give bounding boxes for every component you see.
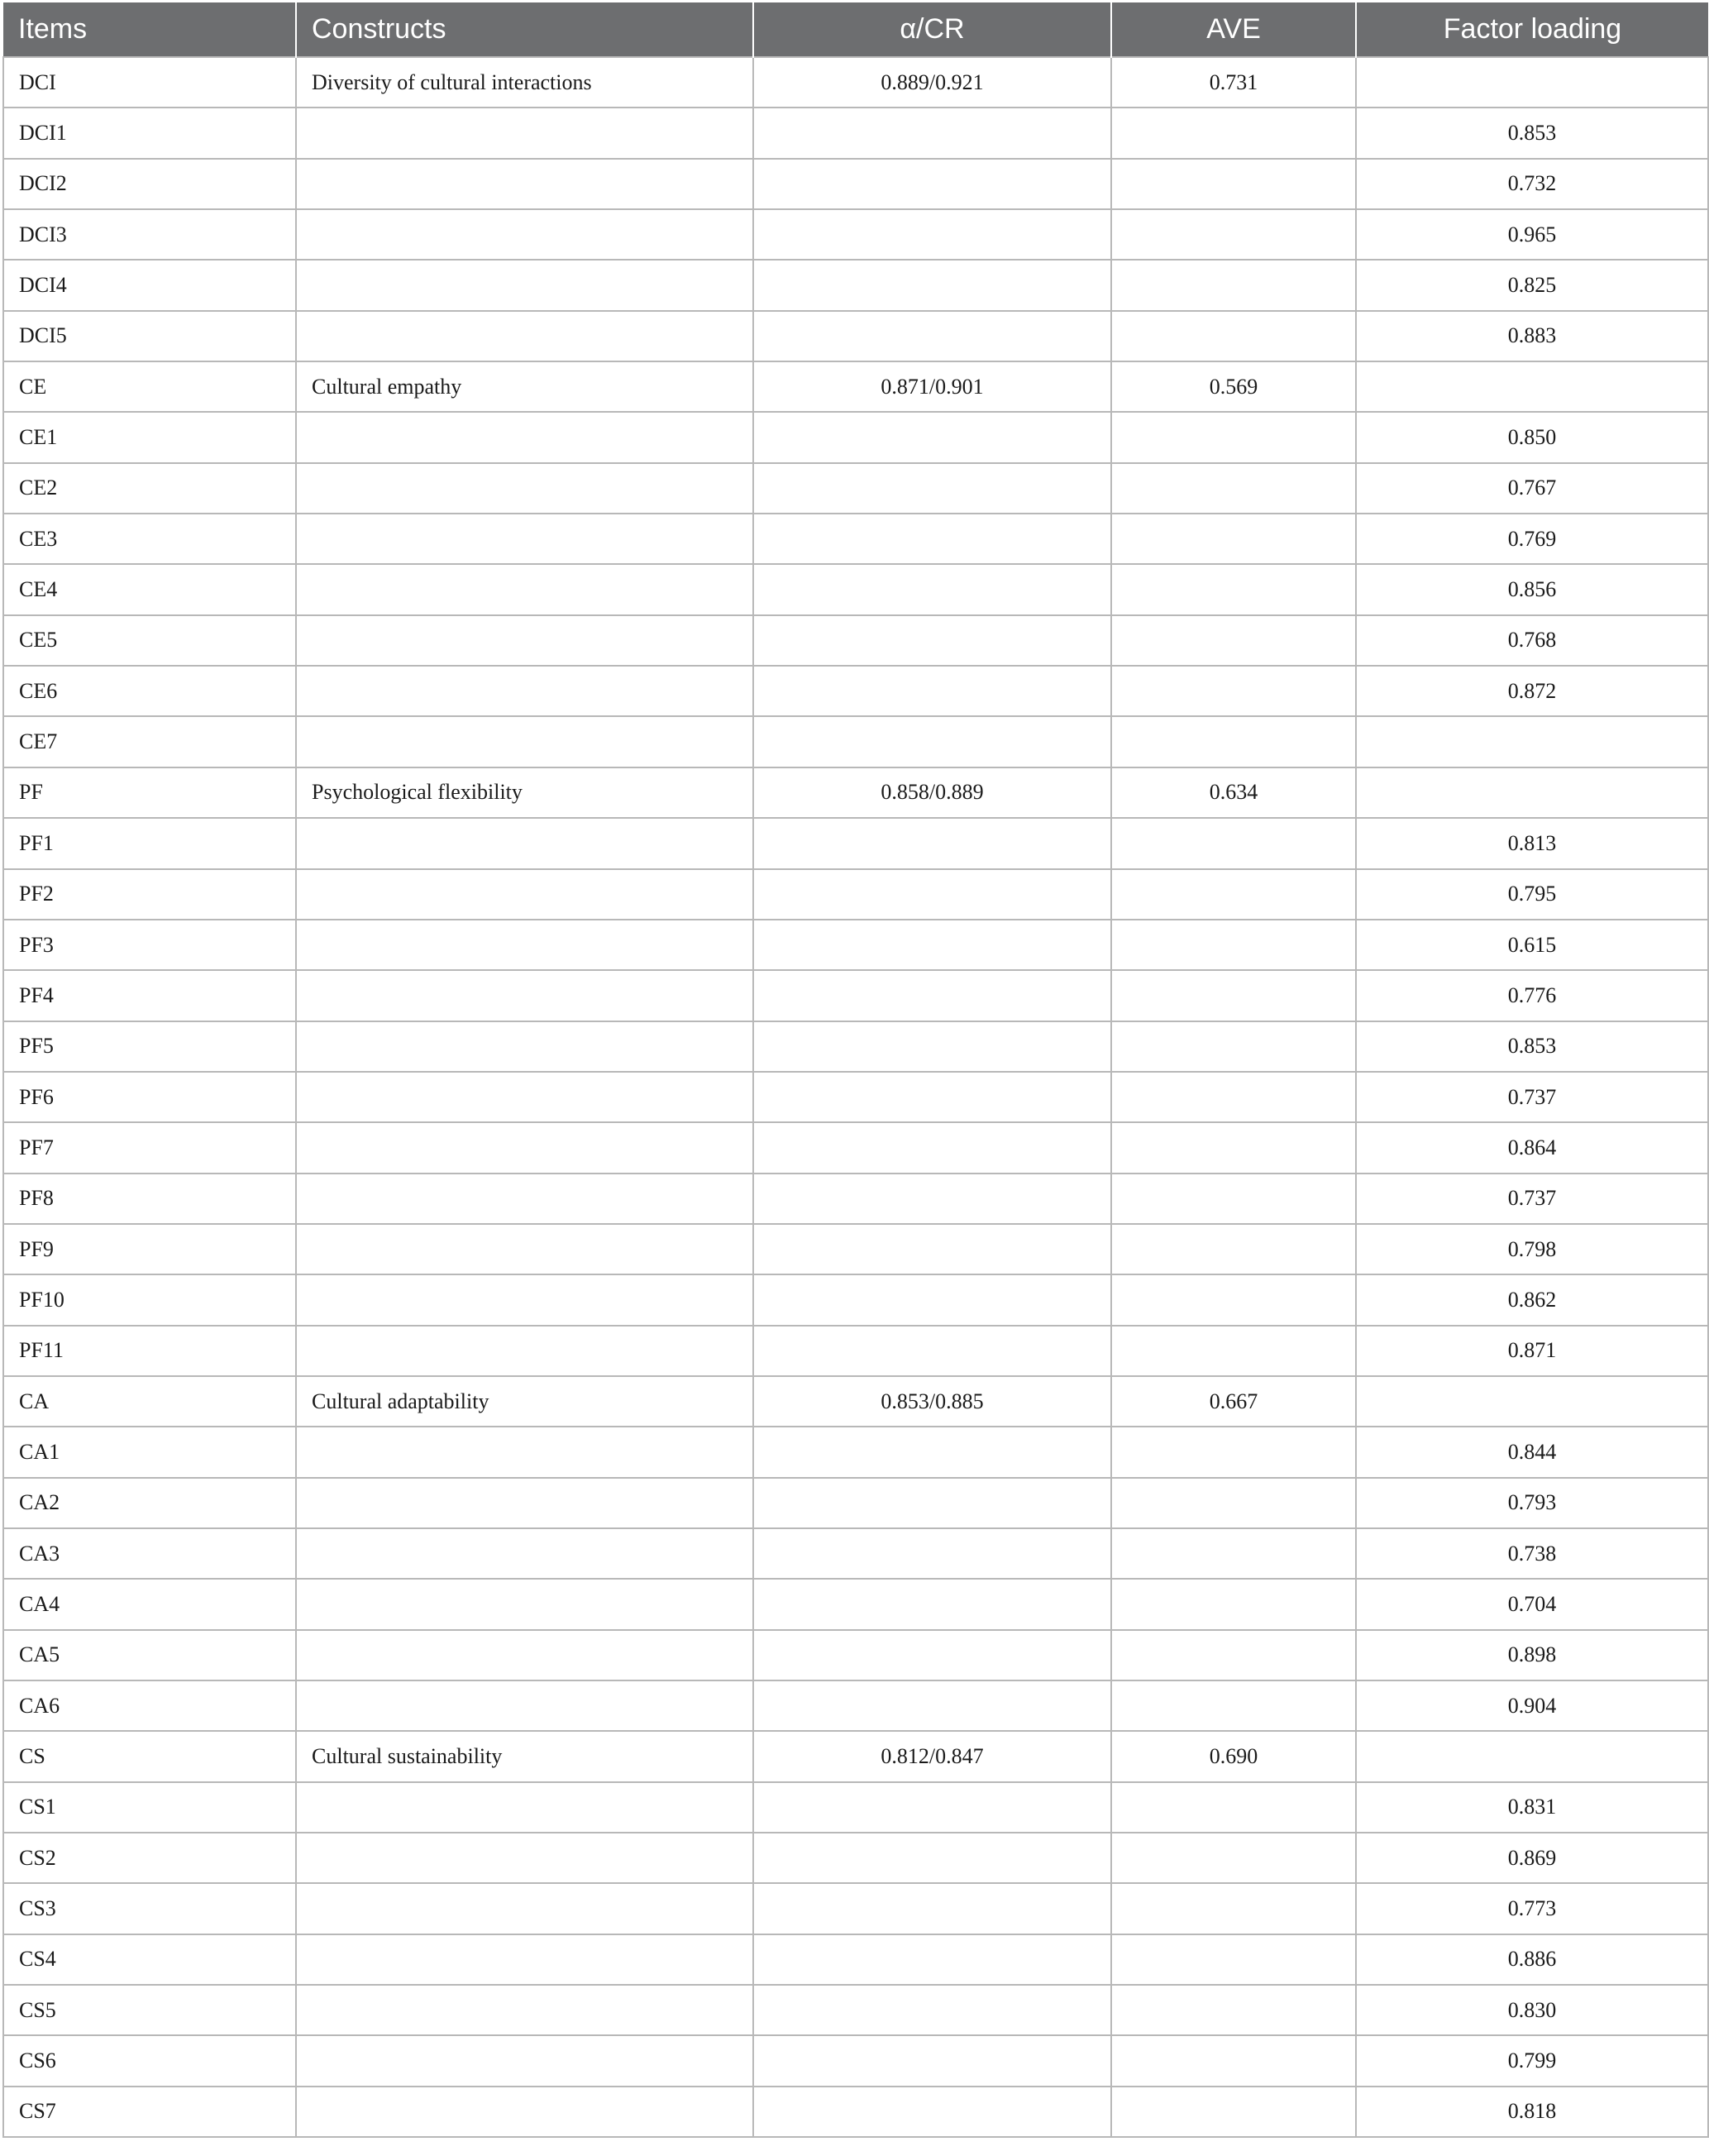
cell-item: DCI5 <box>3 311 296 361</box>
cell-construct <box>296 716 753 767</box>
cell-ave <box>1111 1883 1356 1934</box>
cell-ave <box>1111 260 1356 310</box>
cell-ave <box>1111 1274 1356 1325</box>
cell-alpha-cr <box>753 1427 1111 1477</box>
cell-factor-loading <box>1356 1376 1708 1427</box>
cell-construct: Psychological flexibility <box>296 767 753 818</box>
table-row <box>3 57 1708 108</box>
cell-alpha-cr: 0.853/0.885 <box>753 1376 1111 1427</box>
cell-item: CA3 <box>3 1528 296 1579</box>
cell-ave <box>1111 1072 1356 1122</box>
cell-item: CS1 <box>3 1782 296 1833</box>
cell-alpha-cr <box>753 564 1111 614</box>
cell-construct <box>296 818 753 868</box>
cell-alpha-cr <box>753 1174 1111 1224</box>
cell-alpha-cr <box>753 666 1111 716</box>
cell-factor-loading: 0.886 <box>1356 1934 1708 1985</box>
cell-alpha-cr: 0.812/0.847 <box>753 1731 1111 1781</box>
cell-construct <box>296 1174 753 1224</box>
cell-alpha-cr <box>753 1274 1111 1325</box>
table-row <box>3 818 1708 868</box>
cell-item: PF10 <box>3 1274 296 1325</box>
cell-factor-loading: 0.738 <box>1356 1528 1708 1579</box>
cell-item: CE1 <box>3 412 296 462</box>
cell-item: CA <box>3 1376 296 1427</box>
cell-ave <box>1111 2087 1356 2137</box>
cell-factor-loading: 0.704 <box>1356 1579 1708 1629</box>
cell-construct <box>296 666 753 716</box>
cell-alpha-cr <box>753 260 1111 310</box>
cell-ave <box>1111 1021 1356 1072</box>
cell-factor-loading: 0.799 <box>1356 2035 1708 2086</box>
table-row <box>3 2087 1708 2137</box>
header-items: Items <box>3 2 296 57</box>
cell-ave <box>1111 159 1356 209</box>
cell-alpha-cr <box>753 1224 1111 1274</box>
cell-item: CS4 <box>3 1934 296 1985</box>
cell-factor-loading <box>1356 361 1708 412</box>
cell-alpha-cr <box>753 209 1111 260</box>
cell-ave <box>1111 818 1356 868</box>
cell-alpha-cr <box>753 412 1111 462</box>
cell-item: CS <box>3 1731 296 1781</box>
cell-factor-loading: 0.864 <box>1356 1122 1708 1173</box>
cell-factor-loading: 0.856 <box>1356 564 1708 614</box>
cell-construct <box>296 2087 753 2137</box>
cell-factor-loading: 0.732 <box>1356 159 1708 209</box>
cell-alpha-cr <box>753 869 1111 920</box>
cell-alpha-cr <box>753 463 1111 514</box>
cell-construct <box>296 1579 753 1629</box>
cell-ave <box>1111 970 1356 1021</box>
table-header <box>3 2 1708 57</box>
table-body <box>3 57 1708 2137</box>
cell-construct <box>296 1782 753 1833</box>
cell-factor-loading: 0.883 <box>1356 311 1708 361</box>
cell-alpha-cr <box>753 1934 1111 1985</box>
table-row <box>3 1224 1708 1274</box>
cell-item: CE3 <box>3 514 296 564</box>
cell-item: CE7 <box>3 716 296 767</box>
table-row <box>3 1021 1708 1072</box>
cell-construct <box>296 1072 753 1122</box>
cell-item: CE <box>3 361 296 412</box>
cell-item: PF1 <box>3 818 296 868</box>
cell-factor-loading: 0.872 <box>1356 666 1708 716</box>
cell-factor-loading: 0.795 <box>1356 869 1708 920</box>
cell-construct <box>296 615 753 666</box>
cell-alpha-cr <box>753 1326 1111 1376</box>
cell-construct <box>296 514 753 564</box>
table-row <box>3 361 1708 412</box>
cell-alpha-cr <box>753 716 1111 767</box>
cell-ave <box>1111 1934 1356 1985</box>
cell-construct <box>296 1985 753 2035</box>
cell-ave: 0.667 <box>1111 1376 1356 1427</box>
table-row <box>3 209 1708 260</box>
header-ave: AVE <box>1111 2 1356 57</box>
cell-ave <box>1111 412 1356 462</box>
cell-item: CE6 <box>3 666 296 716</box>
cell-construct <box>296 1883 753 1934</box>
table-row <box>3 1883 1708 1934</box>
table-row <box>3 1072 1708 1122</box>
table-row <box>3 311 1708 361</box>
cell-ave <box>1111 716 1356 767</box>
cell-item: DCI3 <box>3 209 296 260</box>
table-row <box>3 1630 1708 1680</box>
cell-alpha-cr <box>753 1021 1111 1072</box>
cell-factor-loading: 0.768 <box>1356 615 1708 666</box>
cell-item: CE2 <box>3 463 296 514</box>
cell-factor-loading: 0.904 <box>1356 1680 1708 1731</box>
cell-ave: 0.634 <box>1111 767 1356 818</box>
cell-item: PF6 <box>3 1072 296 1122</box>
reliability-validity-table <box>2 2 1709 2138</box>
cell-factor-loading: 0.871 <box>1356 1326 1708 1376</box>
cell-item: PF4 <box>3 970 296 1021</box>
cell-ave <box>1111 1427 1356 1477</box>
cell-item: DCI4 <box>3 260 296 310</box>
cell-ave <box>1111 1782 1356 1833</box>
table-row <box>3 1326 1708 1376</box>
cell-ave <box>1111 1833 1356 1883</box>
cell-alpha-cr <box>753 1782 1111 1833</box>
cell-ave <box>1111 1224 1356 1274</box>
cell-ave <box>1111 1528 1356 1579</box>
cell-item: CS2 <box>3 1833 296 1883</box>
cell-alpha-cr <box>753 1833 1111 1883</box>
cell-item: DCI2 <box>3 159 296 209</box>
header-alpha-cr: α/CR <box>753 2 1111 57</box>
header-factor-loading: Factor loading <box>1356 2 1708 57</box>
table-row <box>3 1122 1708 1173</box>
cell-item: DCI1 <box>3 108 296 158</box>
cell-ave <box>1111 1326 1356 1376</box>
cell-factor-loading: 0.767 <box>1356 463 1708 514</box>
cell-ave <box>1111 920 1356 970</box>
cell-factor-loading: 0.965 <box>1356 209 1708 260</box>
cell-item: PF11 <box>3 1326 296 1376</box>
table-row <box>3 666 1708 716</box>
cell-ave <box>1111 311 1356 361</box>
cell-factor-loading: 0.737 <box>1356 1174 1708 1224</box>
cell-construct <box>296 311 753 361</box>
table-row <box>3 1985 1708 2035</box>
cell-item: CA5 <box>3 1630 296 1680</box>
header-constructs: Constructs <box>296 2 753 57</box>
cell-construct <box>296 1934 753 1985</box>
table-row <box>3 1478 1708 1528</box>
table-row <box>3 1528 1708 1579</box>
cell-factor-loading: 0.813 <box>1356 818 1708 868</box>
table-row <box>3 1782 1708 1833</box>
cell-factor-loading: 0.830 <box>1356 1985 1708 2035</box>
table-row <box>3 716 1708 767</box>
cell-construct: Cultural empathy <box>296 361 753 412</box>
cell-alpha-cr <box>753 159 1111 209</box>
table-row <box>3 1427 1708 1477</box>
table-row <box>3 970 1708 1021</box>
table-row <box>3 1680 1708 1731</box>
cell-ave <box>1111 1174 1356 1224</box>
cell-factor-loading: 0.798 <box>1356 1224 1708 1274</box>
cell-item: CS6 <box>3 2035 296 2086</box>
cell-alpha-cr <box>753 1528 1111 1579</box>
cell-alpha-cr <box>753 1630 1111 1680</box>
cell-ave <box>1111 1122 1356 1173</box>
cell-construct: Diversity of cultural interactions <box>296 57 753 108</box>
cell-alpha-cr <box>753 970 1111 1021</box>
cell-alpha-cr <box>753 1478 1111 1528</box>
cell-factor-loading: 0.898 <box>1356 1630 1708 1680</box>
cell-construct <box>296 159 753 209</box>
cell-factor-loading: 0.862 <box>1356 1274 1708 1325</box>
cell-construct <box>296 869 753 920</box>
cell-alpha-cr <box>753 615 1111 666</box>
header-row <box>3 2 1708 57</box>
cell-construct: Cultural adaptability <box>296 1376 753 1427</box>
cell-ave: 0.731 <box>1111 57 1356 108</box>
cell-alpha-cr <box>753 920 1111 970</box>
cell-item: CA4 <box>3 1579 296 1629</box>
cell-item: PF9 <box>3 1224 296 1274</box>
cell-item: PF <box>3 767 296 818</box>
cell-ave <box>1111 1985 1356 2035</box>
cell-construct <box>296 1680 753 1731</box>
cell-item: CS7 <box>3 2087 296 2137</box>
cell-factor-loading: 0.773 <box>1356 1883 1708 1934</box>
cell-factor-loading: 0.825 <box>1356 260 1708 310</box>
cell-ave <box>1111 564 1356 614</box>
cell-ave: 0.690 <box>1111 1731 1356 1781</box>
cell-construct <box>296 1326 753 1376</box>
cell-factor-loading <box>1356 1731 1708 1781</box>
cell-construct <box>296 1630 753 1680</box>
cell-alpha-cr <box>753 108 1111 158</box>
cell-factor-loading: 0.737 <box>1356 1072 1708 1122</box>
cell-ave <box>1111 1680 1356 1731</box>
cell-construct <box>296 920 753 970</box>
cell-construct <box>296 2035 753 2086</box>
table-row <box>3 463 1708 514</box>
cell-ave: 0.569 <box>1111 361 1356 412</box>
cell-factor-loading: 0.818 <box>1356 2087 1708 2137</box>
cell-alpha-cr <box>753 514 1111 564</box>
table-row <box>3 1376 1708 1427</box>
table-row <box>3 920 1708 970</box>
cell-item: PF5 <box>3 1021 296 1072</box>
cell-construct <box>296 1122 753 1173</box>
cell-ave <box>1111 869 1356 920</box>
cell-alpha-cr <box>753 1985 1111 2035</box>
cell-factor-loading <box>1356 767 1708 818</box>
cell-construct <box>296 1224 753 1274</box>
cell-ave <box>1111 209 1356 260</box>
table-row <box>3 1579 1708 1629</box>
cell-item: PF7 <box>3 1122 296 1173</box>
cell-construct <box>296 1021 753 1072</box>
cell-item: CA6 <box>3 1680 296 1731</box>
table-row <box>3 767 1708 818</box>
cell-factor-loading: 0.615 <box>1356 920 1708 970</box>
cell-factor-loading <box>1356 716 1708 767</box>
cell-item: DCI <box>3 57 296 108</box>
cell-construct <box>296 260 753 310</box>
cell-construct <box>296 970 753 1021</box>
cell-construct <box>296 108 753 158</box>
cell-item: CA2 <box>3 1478 296 1528</box>
cell-alpha-cr <box>753 1680 1111 1731</box>
cell-ave <box>1111 514 1356 564</box>
cell-construct <box>296 412 753 462</box>
cell-alpha-cr: 0.889/0.921 <box>753 57 1111 108</box>
table-row <box>3 1174 1708 1224</box>
cell-ave <box>1111 615 1356 666</box>
cell-factor-loading: 0.853 <box>1356 108 1708 158</box>
cell-item: CE5 <box>3 615 296 666</box>
cell-item: CA1 <box>3 1427 296 1477</box>
table-row <box>3 108 1708 158</box>
table-row <box>3 2035 1708 2086</box>
cell-construct <box>296 1833 753 1883</box>
cell-item: CS3 <box>3 1883 296 1934</box>
cell-item: CS5 <box>3 1985 296 2035</box>
table-row <box>3 564 1708 614</box>
cell-ave <box>1111 2035 1356 2086</box>
cell-construct <box>296 209 753 260</box>
cell-factor-loading: 0.769 <box>1356 514 1708 564</box>
cell-alpha-cr <box>753 1122 1111 1173</box>
cell-ave <box>1111 1478 1356 1528</box>
cell-alpha-cr: 0.871/0.901 <box>753 361 1111 412</box>
cell-alpha-cr <box>753 818 1111 868</box>
cell-alpha-cr <box>753 1883 1111 1934</box>
table-row <box>3 412 1708 462</box>
cell-factor-loading: 0.853 <box>1356 1021 1708 1072</box>
table-row <box>3 1934 1708 1985</box>
cell-item: CE4 <box>3 564 296 614</box>
cell-item: PF3 <box>3 920 296 970</box>
cell-factor-loading: 0.850 <box>1356 412 1708 462</box>
table-row <box>3 260 1708 310</box>
cell-construct <box>296 463 753 514</box>
cell-item: PF8 <box>3 1174 296 1224</box>
table-row <box>3 1274 1708 1325</box>
cell-ave <box>1111 1630 1356 1680</box>
table-row <box>3 1731 1708 1781</box>
table-row <box>3 615 1708 666</box>
cell-alpha-cr <box>753 1072 1111 1122</box>
cell-alpha-cr <box>753 1579 1111 1629</box>
cell-construct <box>296 1528 753 1579</box>
cell-ave <box>1111 463 1356 514</box>
cell-factor-loading: 0.869 <box>1356 1833 1708 1883</box>
cell-ave <box>1111 1579 1356 1629</box>
table-row <box>3 1833 1708 1883</box>
cell-factor-loading <box>1356 57 1708 108</box>
cell-alpha-cr: 0.858/0.889 <box>753 767 1111 818</box>
cell-construct: Cultural sustainability <box>296 1731 753 1781</box>
cell-factor-loading: 0.844 <box>1356 1427 1708 1477</box>
cell-alpha-cr <box>753 2035 1111 2086</box>
cell-construct <box>296 1427 753 1477</box>
cell-alpha-cr <box>753 311 1111 361</box>
cell-factor-loading: 0.831 <box>1356 1782 1708 1833</box>
cell-construct <box>296 1274 753 1325</box>
cell-item: PF2 <box>3 869 296 920</box>
cell-construct <box>296 564 753 614</box>
table-row <box>3 869 1708 920</box>
cell-factor-loading: 0.776 <box>1356 970 1708 1021</box>
cell-factor-loading: 0.793 <box>1356 1478 1708 1528</box>
cell-ave <box>1111 666 1356 716</box>
cell-alpha-cr <box>753 2087 1111 2137</box>
table-row <box>3 159 1708 209</box>
cell-construct <box>296 1478 753 1528</box>
table-row <box>3 514 1708 564</box>
cell-ave <box>1111 108 1356 158</box>
